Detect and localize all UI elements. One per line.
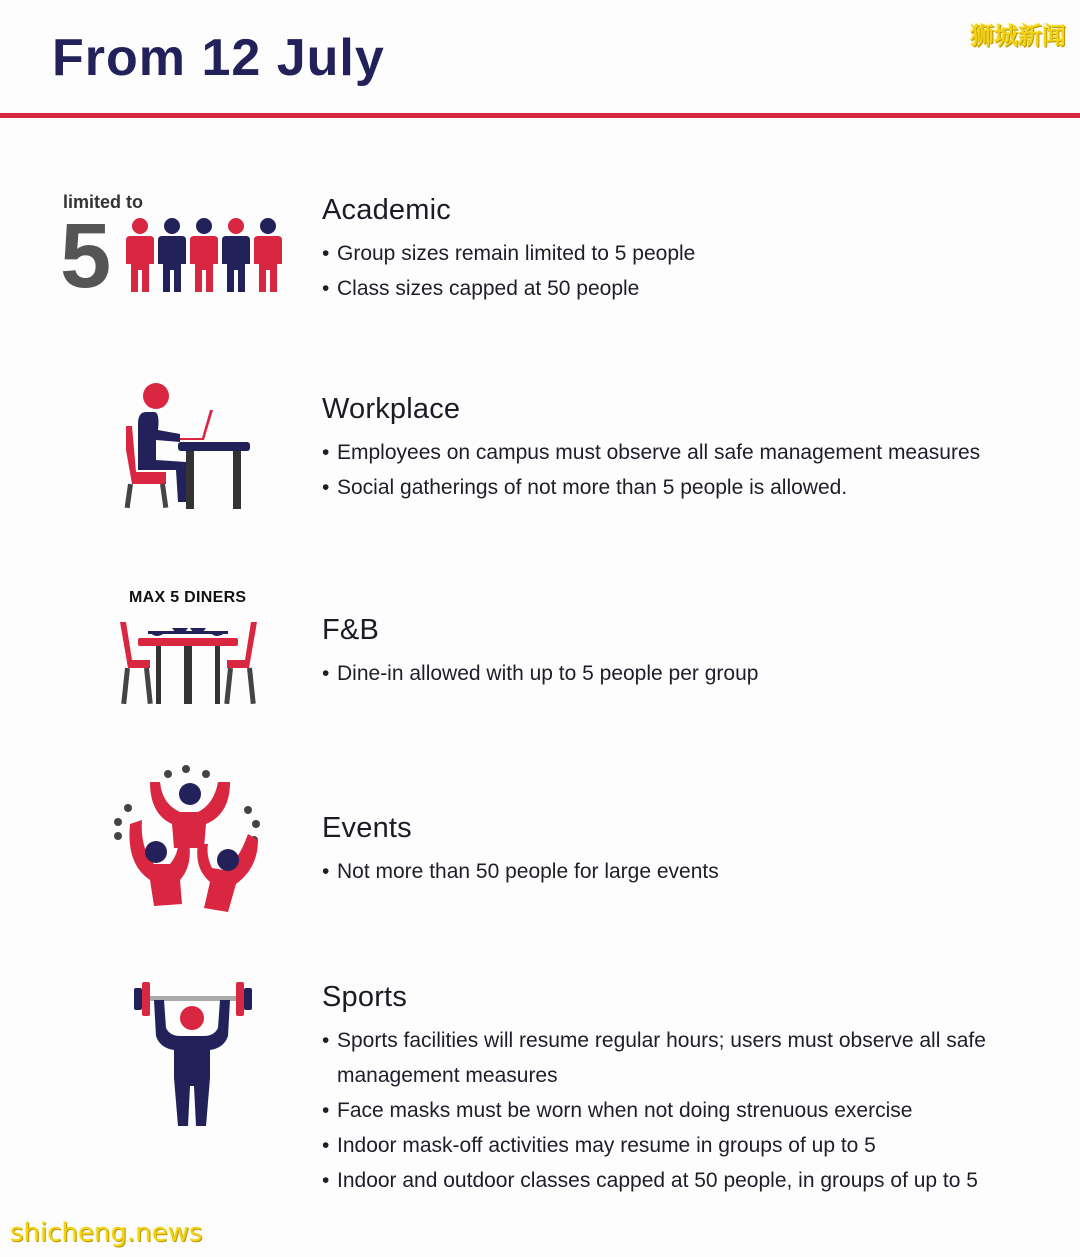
watermark-bottom: shicheng.news bbox=[10, 1218, 203, 1248]
five-people-icon bbox=[120, 214, 300, 296]
watermark-top: 狮城新闻 bbox=[970, 22, 1066, 50]
bullet-item: • Class sizes capped at 50 people bbox=[322, 271, 1042, 306]
section-events bbox=[322, 810, 1042, 889]
page-title: From 12 July bbox=[52, 29, 385, 87]
person-figure-red bbox=[126, 218, 154, 292]
dining-table-icon bbox=[116, 618, 261, 708]
bullet-item: • Indoor and outdoor classes capped at 50 people, in groups of up to 5 bbox=[322, 1163, 1022, 1198]
bullet-list bbox=[322, 854, 1042, 889]
bullet-item: • Employees on campus must observe all safe management measures bbox=[322, 435, 1042, 470]
section-sports bbox=[322, 979, 1042, 1198]
section-fnb bbox=[322, 612, 1042, 691]
person-figure-red bbox=[190, 218, 218, 292]
bullet-list bbox=[322, 656, 1042, 691]
big-five-number: 5 bbox=[60, 205, 112, 307]
bullet-list bbox=[322, 236, 1042, 306]
celebrating-crowd-icon bbox=[108, 764, 268, 916]
section-heading: Academic bbox=[322, 194, 451, 226]
bullet-list bbox=[322, 435, 1042, 505]
section-heading: F&B bbox=[322, 614, 379, 646]
bullet-item: • Face masks must be worn when not doing strenuous exercise bbox=[322, 1093, 1022, 1128]
section-academic bbox=[322, 192, 1042, 306]
max-diners-label: MAX 5 DINERS bbox=[129, 589, 247, 606]
person-figure-red bbox=[254, 218, 282, 292]
limited-to-label: limited to bbox=[63, 192, 143, 212]
bullet-list bbox=[322, 1023, 1022, 1198]
header-divider bbox=[0, 113, 1080, 118]
person-figure-navy bbox=[222, 218, 250, 292]
section-heading: Sports bbox=[322, 981, 408, 1013]
section-heading: Workplace bbox=[322, 393, 461, 425]
bullet-item: • Indoor mask-off activities may resume in groups of up to 5 bbox=[322, 1128, 1022, 1163]
bullet-item: • Dine-in allowed with up to 5 people per group bbox=[322, 656, 1042, 691]
weightlifter-icon bbox=[130, 978, 255, 1133]
person-figure-navy bbox=[158, 218, 186, 292]
bullet-item: • Sports facilities will resume regular hours; users must observe all safe management measures bbox=[322, 1023, 1022, 1093]
section-heading: Events bbox=[322, 812, 412, 844]
bullet-item: • Not more than 50 people for large events bbox=[322, 854, 1042, 889]
bullet-item: • Group sizes remain limited to 5 people bbox=[322, 236, 1042, 271]
person-at-desk-icon bbox=[118, 380, 258, 515]
section-workplace bbox=[322, 391, 1042, 505]
bullet-item: • Social gatherings of not more than 5 people is allowed. bbox=[322, 470, 1042, 505]
